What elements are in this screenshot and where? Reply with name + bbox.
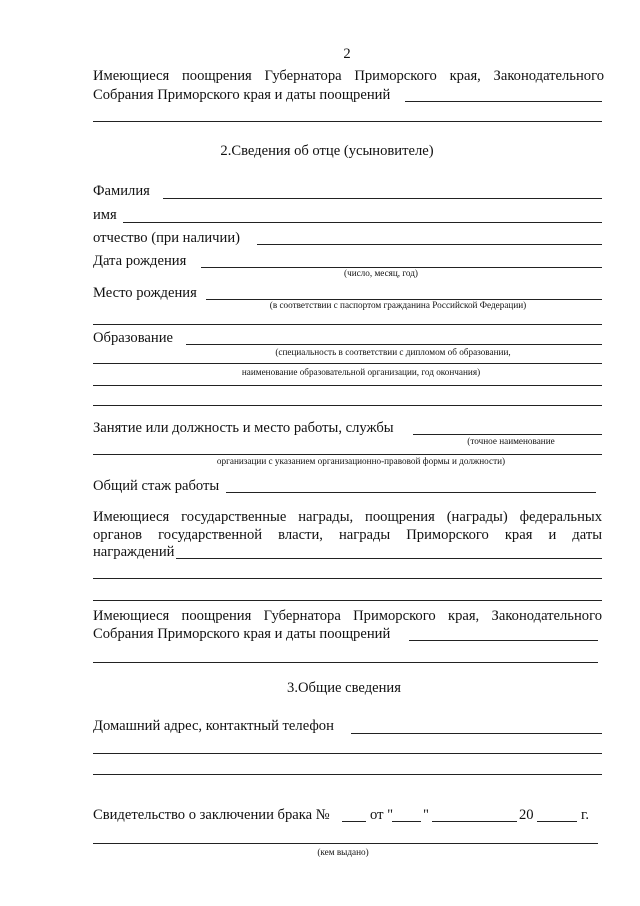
governor-awards-text-line1: Имеющиеся поощрения Губернатора Приморского края, Законодательного bbox=[93, 68, 604, 84]
education-hint-line2: наименование образовательной организации, год окончания) bbox=[241, 367, 481, 377]
education-hint-line1: (специальность в соответствии с дипломом об образовании, bbox=[275, 347, 511, 357]
state-awards-text-line3: награждений bbox=[93, 544, 175, 560]
marriage-number-field[interactable] bbox=[342, 821, 366, 822]
marriage-year-suffix: г. bbox=[581, 807, 589, 823]
education-label: Образование bbox=[93, 330, 173, 346]
birth-place-field-extra[interactable] bbox=[93, 324, 602, 325]
father-governor-awards-field[interactable] bbox=[409, 640, 598, 641]
marriage-certificate-label: Свидетельство о заключении брака № bbox=[93, 807, 330, 823]
marriage-quote-close: " bbox=[423, 807, 429, 823]
occupation-label: Занятие или должность и место работы, службы bbox=[93, 420, 394, 436]
surname-field[interactable] bbox=[163, 198, 602, 199]
state-awards-field-3[interactable] bbox=[93, 600, 602, 601]
address-field-3[interactable] bbox=[93, 774, 602, 775]
birth-date-label: Дата рождения bbox=[93, 253, 187, 269]
state-awards-field[interactable] bbox=[176, 558, 602, 559]
education-field[interactable] bbox=[186, 344, 602, 345]
marriage-month-field[interactable] bbox=[432, 821, 517, 822]
issued-by-hint: (кем выдано) bbox=[317, 847, 369, 857]
state-awards-field-2[interactable] bbox=[93, 578, 602, 579]
patronymic-label: отчество (при наличии) bbox=[93, 230, 241, 246]
experience-label: Общий стаж работы bbox=[93, 478, 220, 494]
address-label: Домашний адрес, контактный телефон bbox=[93, 718, 334, 734]
birth-place-label: Место рождения bbox=[93, 285, 197, 301]
address-field-2[interactable] bbox=[93, 753, 602, 754]
education-field-4[interactable] bbox=[93, 405, 602, 406]
birth-date-hint: (число, месяц, год) bbox=[344, 268, 418, 278]
state-awards-text-line2: органов государственной власти, награды Приморского края и даты bbox=[93, 527, 602, 543]
father-governor-awards-field-2[interactable] bbox=[93, 662, 598, 663]
father-governor-awards-text-line1: Имеющиеся поощрения Губернатора Приморского края, Законодательного bbox=[93, 608, 602, 624]
name-field[interactable] bbox=[123, 222, 602, 223]
marriage-year-field[interactable] bbox=[537, 821, 577, 822]
issued-by-field[interactable] bbox=[93, 843, 598, 844]
occupation-field[interactable] bbox=[413, 434, 602, 435]
name-label: имя bbox=[93, 207, 117, 223]
governor-awards-field-extra[interactable] bbox=[93, 121, 602, 122]
education-field-3[interactable] bbox=[93, 385, 602, 386]
marriage-day-field[interactable] bbox=[392, 821, 421, 822]
birth-place-hint: (в соответствии с паспортом гражданина Российской Федерации) bbox=[269, 300, 527, 310]
surname-label: Фамилия bbox=[93, 183, 150, 199]
occupation-field-2[interactable] bbox=[93, 454, 602, 455]
patronymic-field[interactable] bbox=[257, 244, 602, 245]
governor-awards-text-line2: Собрания Приморского края и даты поощрений bbox=[93, 87, 391, 103]
governor-awards-field[interactable] bbox=[405, 101, 602, 102]
page-number: 2 bbox=[343, 46, 351, 62]
marriage-from-label: от " bbox=[370, 807, 394, 823]
occupation-hint-line2: организации с указанием организационно-правовой формы и должности) bbox=[216, 456, 506, 466]
occupation-hint-line1: (точное наименование bbox=[467, 436, 555, 446]
general-section-heading: 3.Общие сведения bbox=[287, 680, 401, 696]
father-governor-awards-text-line2: Собрания Приморского края и даты поощрений bbox=[93, 626, 391, 642]
marriage-year-prefix: 20 bbox=[519, 807, 534, 823]
state-awards-text-line1: Имеющиеся государственные награды, поощрения (награды) федеральных bbox=[93, 509, 602, 525]
experience-field[interactable] bbox=[226, 492, 596, 493]
father-section-heading: 2.Сведения об отце (усыновителе) bbox=[220, 143, 434, 159]
address-field[interactable] bbox=[351, 733, 602, 734]
education-field-2[interactable] bbox=[93, 363, 602, 364]
